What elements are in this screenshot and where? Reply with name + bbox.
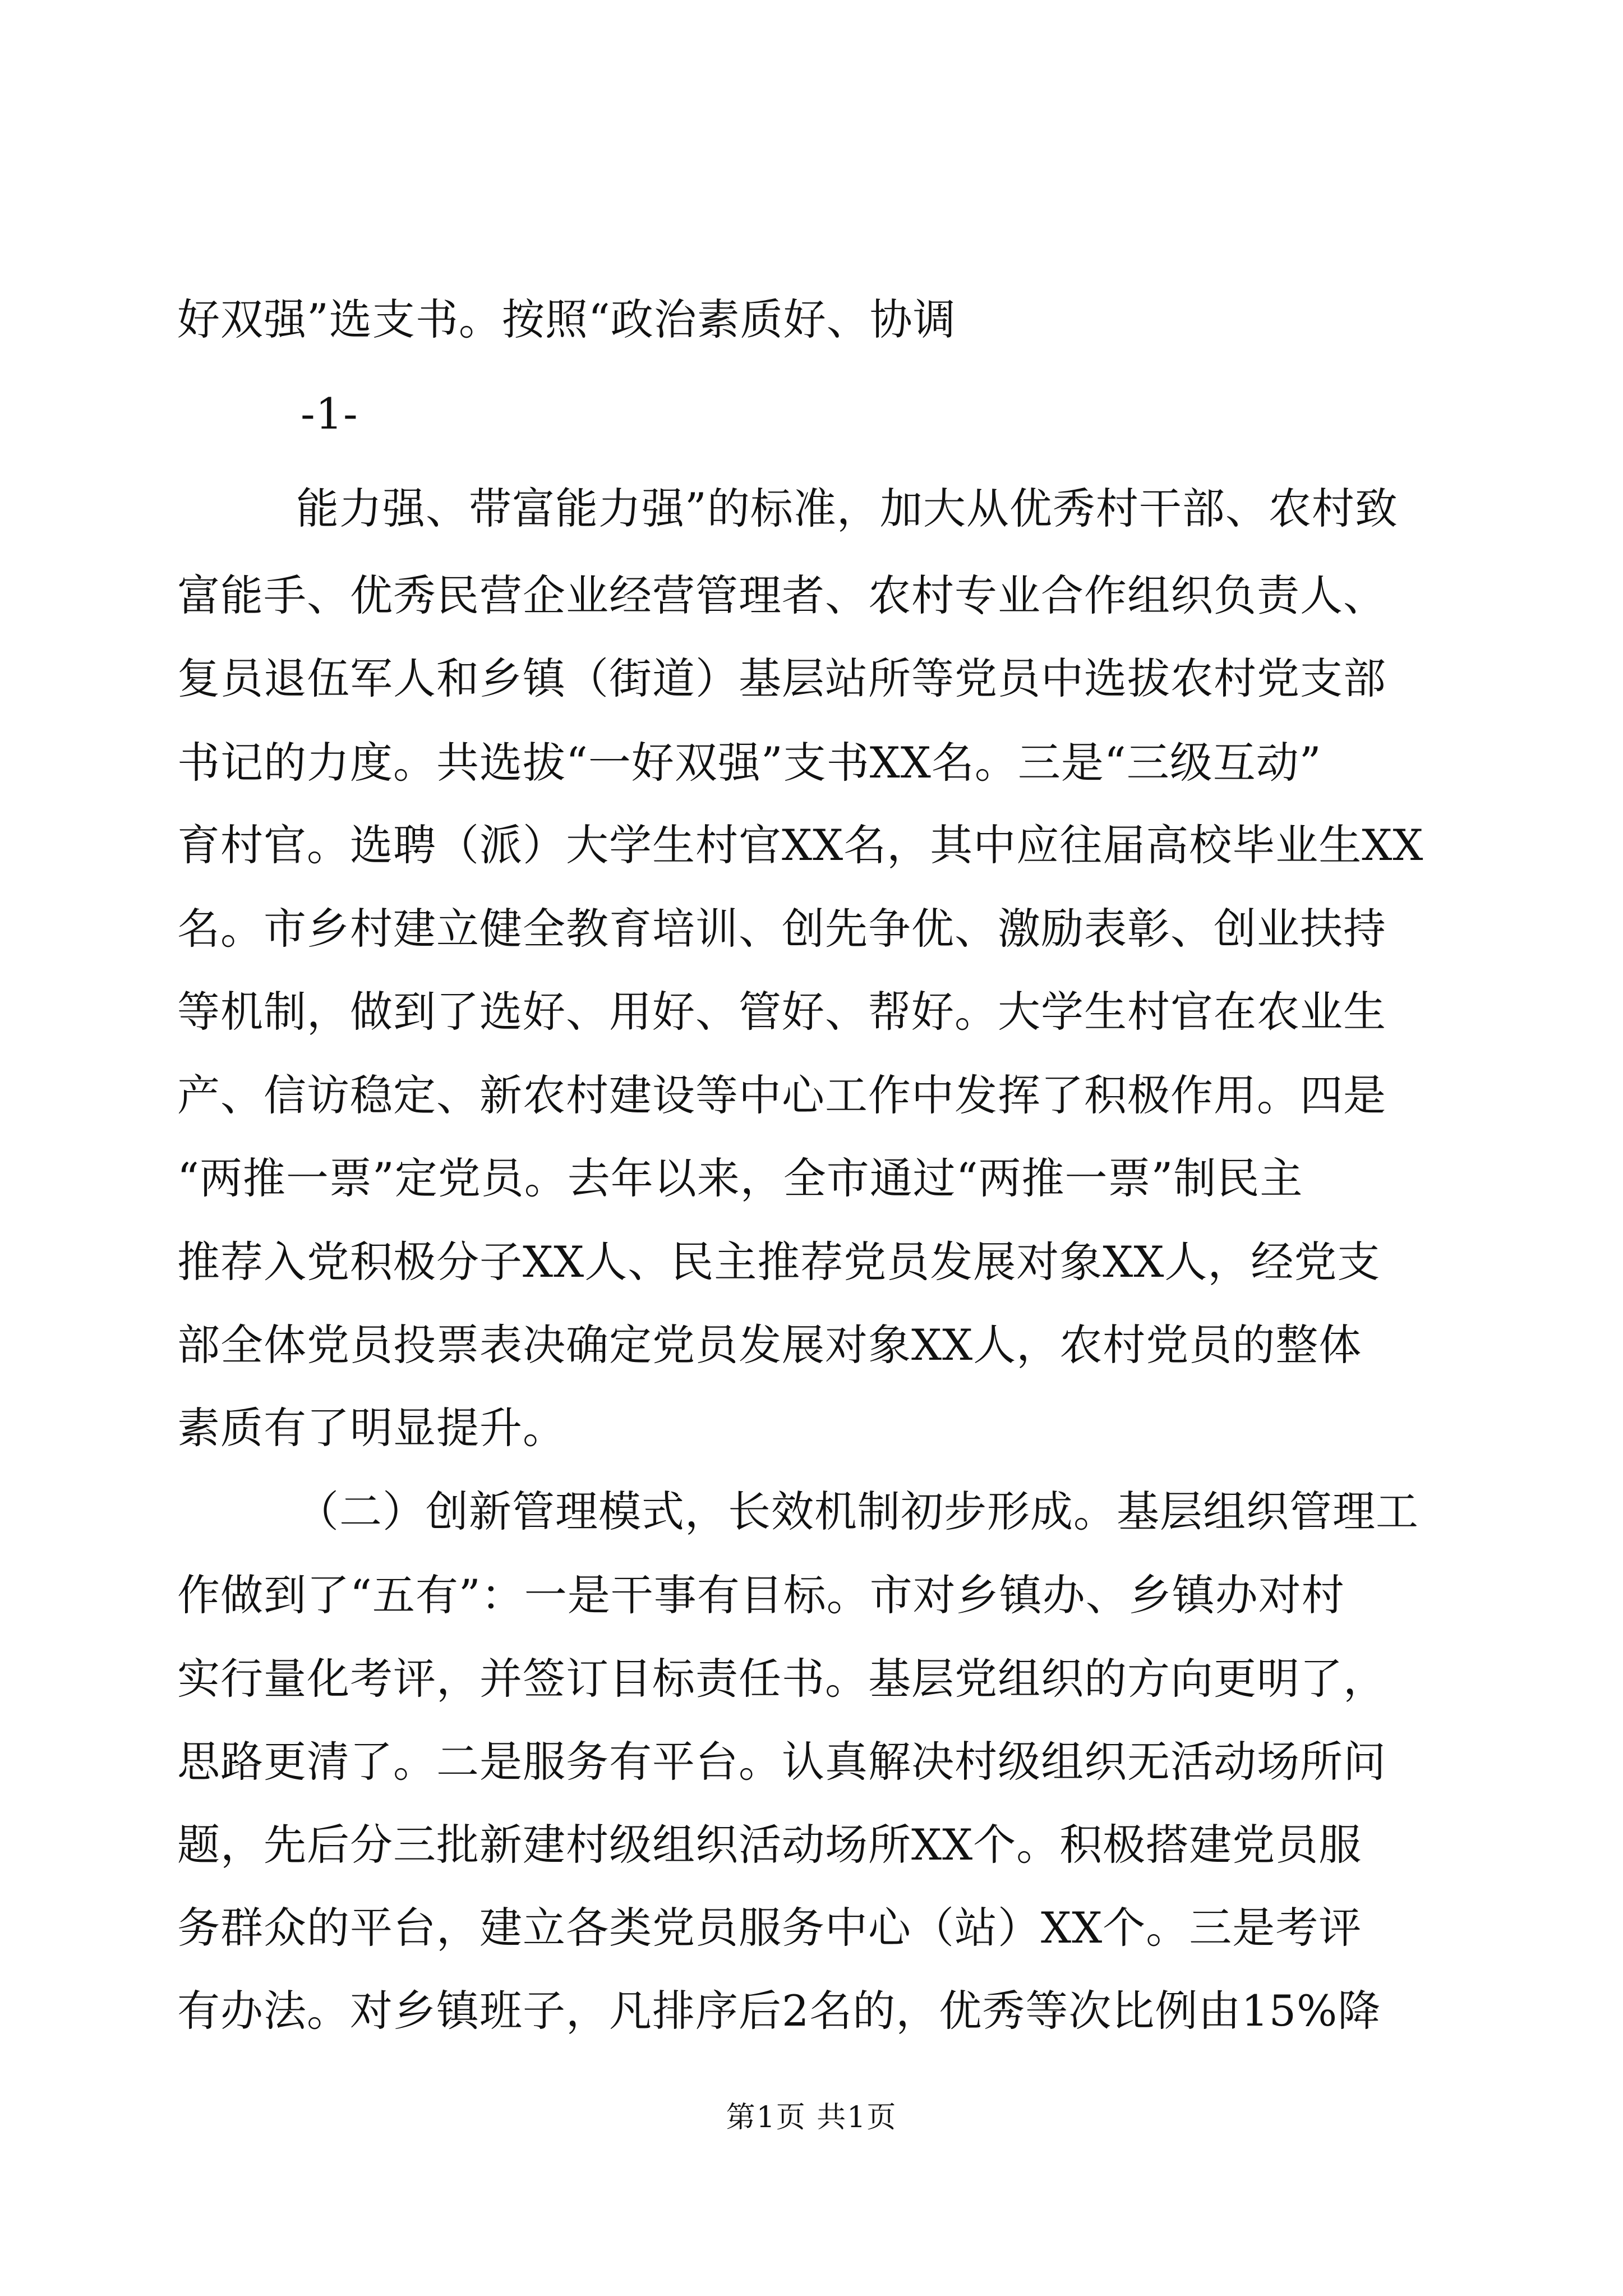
paragraph-start-line: 能力强、带富能力强”的标准，加大从优秀村干部、农村致 (296, 484, 1398, 533)
text-line: 育村官。选聘（派）大学生村官XX名，其中应往届高校毕业生XX (177, 820, 1424, 870)
text-line: 推荐入党积极分子XX人、民主推荐党员发展对象XX人，经党支 (177, 1237, 1381, 1287)
section-heading-line: （二）创新管理模式，长效机制初步形成。基层组织管理工 (296, 1487, 1419, 1536)
page-footer: 第1页 共1页 (726, 2101, 897, 2134)
text-line: 等机制，做到了选好、用好、管好、帮好。大学生村官在农业生 (177, 987, 1386, 1037)
page-number-mark: -1- (301, 389, 358, 439)
text-line: 题，先后分三批新建村级组织活动场所XX个。积极搭建党员服 (177, 1820, 1362, 1870)
text-line: 复员退伍军人和乡镇（街道）基层站所等党员中选拔农村党支部 (177, 654, 1386, 703)
text-line: 部全体党员投票表决确定党员发展对象XX人，农村党员的整体 (177, 1320, 1362, 1370)
text-line: 思路更清了。二是服务有平台。认真解决村级组织无活动场所问 (177, 1737, 1386, 1787)
text-line: “两推一票”定党员。去年以来，全市通过“两推一票”制民主 (177, 1153, 1303, 1203)
text-line: 产、信访稳定、新农村建设等中心工作中发挥了积极作用。四是 (177, 1070, 1386, 1120)
text-line: 名。市乡村建立健全教育培训、创先争优、激励表彰、创业扶持 (177, 904, 1386, 954)
text-line: 好双强”选支书。按照“政治素质好、协调 (177, 295, 956, 344)
text-line: 富能手、优秀民营企业经营管理者、农村专业合作组织负责人、 (177, 570, 1386, 620)
text-line: 务群众的平台，建立各类党员服务中心（站）XX个。三是考评 (177, 1903, 1362, 1953)
text-line: 有办法。对乡镇班子，凡排序后2名的，优秀等次比例由15%降 (177, 1986, 1381, 2036)
text-line: 实行量化考评，并签订目标责任书。基层党组织的方向更明了， (177, 1654, 1386, 1704)
text-line: 书记的力度。共选拔“一好双强”支书XX名。三是“三级互动” (177, 738, 1322, 788)
text-line: 素质有了明显提升。 (177, 1403, 566, 1453)
text-line: 作做到了“五有”：一是干事有目标。市对乡镇办、乡镇办对村 (177, 1570, 1345, 1620)
